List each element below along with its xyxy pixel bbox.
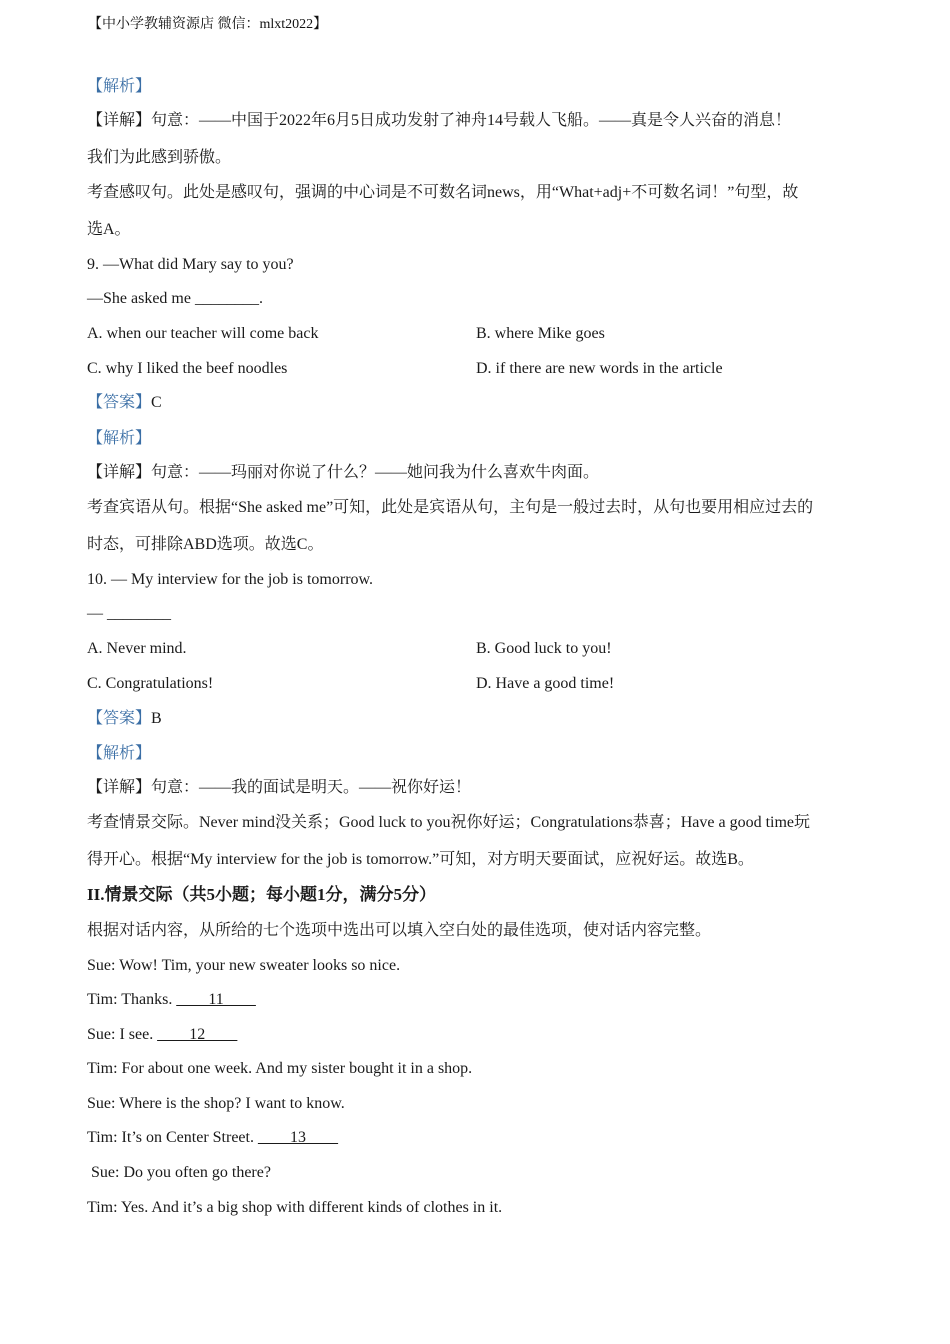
dialog-text: Tim: Thanks. [87,991,177,1008]
q9-option-a: A. when our teacher will come back [87,325,319,342]
q9-answer-value: C [151,394,162,411]
q10-option-a: A. Never mind. [87,640,187,657]
q10-answer [87,709,162,729]
q9-answer [87,393,162,413]
q10-analysis-line1: 考查情景交际。Never mind没关系；Good luck to you祝你好运；Congratulations恭喜；Have a good time玩 [87,814,811,831]
q9-stem: 9. —What did Mary say to you? [87,256,294,273]
answer-tag: 【答案】 [87,710,152,727]
q8-analysis-line1: 考查感叹句。此处是感叹句，强调的中心词是不可数名词news，用“What+adj+不可数名词！”句型，故 [87,184,799,201]
analysis-tag: 【解析】 [87,745,152,762]
dialog-line-8: Tim: Yes. And it’s a big shop with different kinds of clothes in it. [87,1199,503,1216]
q10-response: — ________ [87,605,171,622]
detail-tag: 【详解】 [87,112,152,129]
dialog-line-7: Sue: Do you often go there? [87,1164,271,1181]
q9-option-d: D. if there are new words in the article [476,360,723,377]
detail-tag: 【详解】 [87,779,152,796]
analysis-tag: 【解析】 [87,430,152,447]
dialog-text: Sue: I see. [87,1026,158,1043]
detail-tag: 【详解】 [87,464,152,481]
section-title: II.情景交际（共5小题；每小题1分，满分5分） [87,885,436,904]
dialog-line-4: Tim: For about one week. And my sister bought it in a shop. [87,1060,473,1077]
q8-analysis-line2: 选A。 [87,221,131,238]
q8-detail-line2: 我们为此感到骄傲。 [87,149,232,166]
dialog-line-6 [87,1128,338,1148]
q9-option-b: B. where Mike goes [476,325,605,342]
section-instruction: 根据对话内容，从所给的七个选项中选出可以填入空白处的最佳选项，使对话内容完整。 [87,922,712,939]
q10-detail-text: 句意：——我的面试是明天。——祝你好运！ [151,779,472,796]
q9-detail [87,463,599,483]
dialog-line-2 [87,990,256,1010]
q10-stem: 10. — My interview for the job is tomorrow. [87,571,374,588]
dialog-line-1: Sue: Wow! Tim, your new sweater looks so nice. [87,957,401,974]
blank-13: ____13____ [257,1129,338,1146]
q9-detail-text: 句意：——玛丽对你说了什么？——她问我为什么喜欢牛肉面。 [151,464,600,481]
q9-response: —She asked me ________. [87,290,263,307]
q10-option-b: B. Good luck to you! [476,640,612,657]
q9-analysis-line2: 时态，可排除ABD选项。故选C。 [87,536,324,553]
q10-analysis-line2: 得开心。根据“My interview for the job is tomorrow.”可知，对方明天要面试，应祝好运。故选B。 [87,851,754,868]
q9-analysis-line1: 考查宾语从句。根据“She asked me”可知，此处是宾语从句，主句是一般过去时，从句也要用相应过去的 [87,499,814,516]
q9-option-c: C. why I liked the beef noodles [87,360,288,377]
blank-12: ____12____ [157,1026,238,1043]
blank-11: ____11____ [176,991,256,1008]
dialog-line-3 [87,1025,237,1045]
dialog-text: Tim: It’s on Center Street. [87,1129,258,1146]
answer-tag: 【答案】 [87,394,152,411]
page-header: 【中小学教辅资源店 微信：mlxt2022】 [88,17,328,32]
dialog-line-5: Sue: Where is the shop? I want to know. [87,1095,345,1112]
q10-detail [87,778,471,798]
analysis-tag: 【解析】 [87,78,152,95]
q10-answer-value: B [151,710,162,727]
q8-detail [87,111,791,131]
q10-option-c: C. Congratulations! [87,675,214,692]
q8-detail-text: 句意：——中国于2022年6月5日成功发射了神舟14号载人飞船。——真是令人兴奋的消息！ [151,112,792,129]
q10-option-d: D. Have a good time! [476,675,615,692]
